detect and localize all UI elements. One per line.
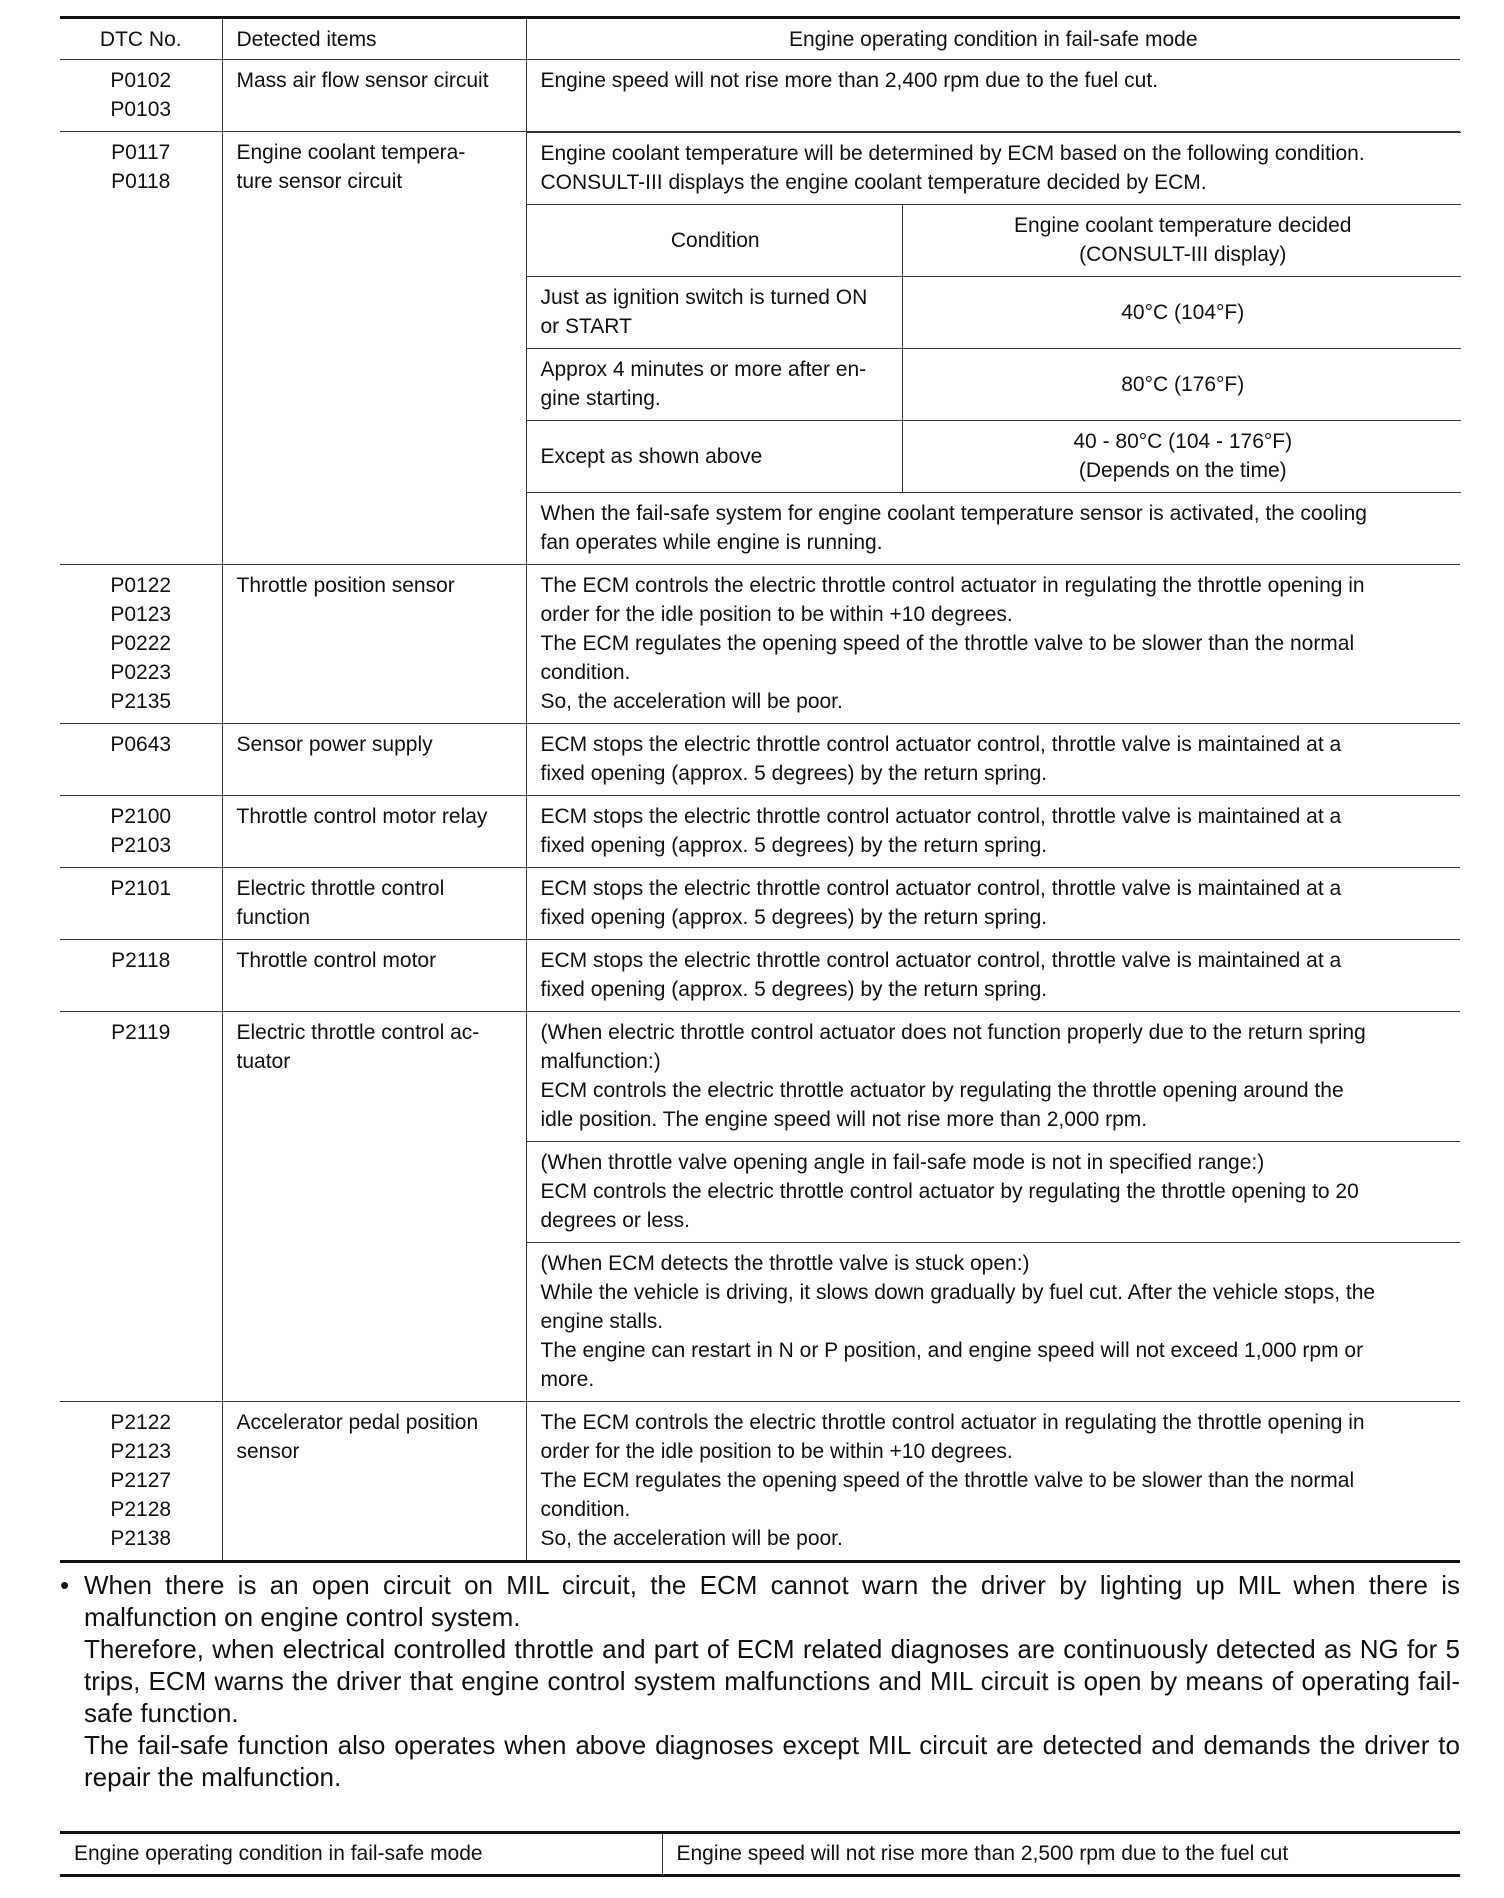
sub-temperature-line: (Depends on the time) <box>1078 459 1287 482</box>
detected-item-line: ture sensor circuit <box>236 170 403 193</box>
table-row <box>60 868 1460 940</box>
subheader-temp-decided <box>903 205 1461 277</box>
detected-item: Sensor power supply <box>222 724 526 796</box>
dtc-code: P2118 <box>111 949 171 972</box>
condition-line: order for the idle position to be within +10 degrees. <box>540 1440 1013 1463</box>
dtc-code: P2119 <box>111 1021 171 1044</box>
condition-line: degrees or less. <box>540 1209 690 1232</box>
table-row <box>527 1012 1461 1142</box>
condition-line: The ECM regulates the opening speed of the throttle valve to be slower than the normal <box>540 1469 1355 1492</box>
note-paragraph: When there is an open circuit on MIL circuit, the ECM cannot warn the driver by lighting up MIL when there is malfunction on engine control system. <box>84 1570 1460 1632</box>
dtc-code: P2128 <box>110 1498 172 1521</box>
table-row <box>60 940 1460 1012</box>
operating-condition <box>526 940 1460 1012</box>
summary-value: Engine speed will not rise more than 2,500 rpm due to the fuel cut <box>676 1842 1289 1865</box>
table-row <box>60 1833 1460 1876</box>
header-dtc-no: DTC No. <box>60 18 222 60</box>
operating-condition <box>526 868 1460 940</box>
dtc-code: P2122 <box>110 1411 172 1434</box>
dtc-codes <box>60 724 222 796</box>
condition-line: idle position. The engine speed will not rise more than 2,000 rpm. <box>540 1108 1148 1131</box>
condition-line: engine stalls. <box>540 1310 664 1333</box>
operating-condition <box>526 565 1460 724</box>
dtc-code: P2138 <box>110 1527 172 1550</box>
dtc-code: P0643 <box>110 733 172 756</box>
header-detected-items: Detected items <box>222 18 526 60</box>
dtc-codes <box>60 132 222 565</box>
dtc-code: P0123 <box>110 603 172 626</box>
dtc-code: P2127 <box>110 1469 172 1492</box>
dtc-code: P0222 <box>110 632 172 655</box>
detected-item: Mass air flow sensor circuit <box>222 60 526 132</box>
condition-line: The ECM controls the electric throttle control actuator in regulating the throttle opening in <box>540 574 1365 597</box>
dtc-code: P0118 <box>111 170 171 193</box>
table-row <box>60 1012 1460 1402</box>
sub-condition-line: Approx 4 minutes or more after en- <box>540 358 867 381</box>
detected-item-line: Electric throttle control <box>236 877 445 900</box>
sub-temperature-line: 40°C (104°F) <box>1121 300 1245 324</box>
operating-condition <box>526 724 1460 796</box>
intro-text <box>527 133 1461 205</box>
detected-item-line: Accelerator pedal position <box>236 1411 479 1434</box>
condition-line: So, the acceleration will be poor. <box>540 690 843 713</box>
condition-line: fixed opening (approx. 5 degrees) by the return spring. <box>540 834 1048 857</box>
fail-safe-table <box>60 16 1460 1563</box>
dtc-codes <box>60 940 222 1012</box>
condition-line: ECM controls the electric throttle control actuator by regulating the throttle opening to 20 <box>540 1180 1359 1203</box>
dtc-codes <box>60 868 222 940</box>
table-row <box>60 724 1460 796</box>
dtc-codes <box>60 1012 222 1402</box>
sub-temperature-line: 80°C (176°F) <box>1121 372 1245 396</box>
dtc-codes <box>60 60 222 132</box>
sub-temperature <box>903 277 1461 349</box>
dtc-code: P2135 <box>110 690 172 713</box>
condition-line: condition. <box>540 1498 631 1521</box>
dtc-code: P0103 <box>110 98 172 121</box>
detected-item <box>222 1402 526 1562</box>
footer-line: When the fail-safe system for engine coolant temperature sensor is activated, the cooling <box>540 502 1367 525</box>
condition-line: ECM stops the electric throttle control actuator control, throttle valve is maintained at a <box>540 805 1342 828</box>
condition-line: Engine speed will not rise more than 2,400 rpm due to the fuel cut. <box>540 69 1159 92</box>
table-row <box>60 796 1460 868</box>
sub-condition-line: gine starting. <box>540 387 661 410</box>
table-row <box>527 277 1461 349</box>
condition-line: While the vehicle is driving, it slows down gradually by fuel cut. After the vehicle stops, the <box>540 1281 1376 1304</box>
table-header-row <box>60 18 1460 60</box>
operating-condition <box>526 1012 1460 1402</box>
condition-line: ECM stops the electric throttle control actuator control, throttle valve is maintained at a <box>540 949 1342 972</box>
intro-line: CONSULT-III displays the engine coolant temperature decided by ECM. <box>540 171 1207 194</box>
detected-item: Throttle control motor relay <box>222 796 526 868</box>
condition-line: ECM stops the electric throttle control actuator control, throttle valve is maintained at a <box>540 733 1342 756</box>
dtc-code: P2103 <box>110 834 172 857</box>
sub-condition <box>527 277 903 349</box>
detected-item <box>222 868 526 940</box>
condition-line: (When electric throttle control actuator does not function properly due to the return spring <box>540 1021 1366 1044</box>
bullet-marker: • <box>60 1570 70 1600</box>
operating-condition <box>526 1402 1460 1562</box>
subtable-footer-row <box>527 493 1461 565</box>
condition-line: more. <box>540 1368 595 1391</box>
condition-line: (When ECM detects the throttle valve is stuck open:) <box>540 1252 1030 1275</box>
condition-line: fixed opening (approx. 5 degrees) by the return spring. <box>540 906 1048 929</box>
coolant-temp-subtable <box>527 132 1461 564</box>
dtc-code: P2123 <box>110 1440 172 1463</box>
subheader-line: (CONSULT-III display) <box>1079 243 1287 266</box>
footer-text <box>527 493 1461 565</box>
sub-condition <box>527 421 903 493</box>
subtable-intro-row <box>527 133 1461 205</box>
table-row <box>527 1243 1461 1402</box>
operating-condition <box>526 60 1460 132</box>
table-row <box>60 60 1460 132</box>
dtc-code: P0117 <box>111 141 171 164</box>
note-paragraph: Therefore, when electrical controlled throttle and part of ECM related diagnoses are continuously detected as NG for 5 trips, ECM warns the driver that engine control system malfunctions and MIL circuit is open by means of operating fail-safe function. <box>84 1634 1460 1728</box>
sub-temperature <box>903 421 1461 493</box>
sub-temperature <box>903 349 1461 421</box>
detected-item-line: sensor <box>236 1440 300 1463</box>
intro-line: Engine coolant temperature will be determined by ECM based on the following condition. <box>540 142 1365 165</box>
header-operating-condition: Engine operating condition in fail-safe mode <box>526 18 1460 60</box>
dtc-code: P0122 <box>110 574 172 597</box>
condition-line: ECM stops the electric throttle control actuator control, throttle valve is maintained at a <box>540 877 1342 900</box>
note-paragraph: The fail-safe function also operates when above diagnoses except MIL circuit are detected and demands the driver to repair the malfunction. <box>84 1730 1460 1792</box>
dtc-codes <box>60 796 222 868</box>
actuator-conditions <box>527 1012 1461 1401</box>
detected-item-line: function <box>236 906 311 929</box>
footer-line: fan operates while engine is running. <box>540 531 883 554</box>
page <box>60 16 1460 1877</box>
condition-line: The engine can restart in N or P position, and engine speed will not exceed 1,000 rpm or <box>540 1339 1364 1362</box>
condition-line: The ECM controls the electric throttle control actuator in regulating the throttle opening in <box>540 1411 1365 1434</box>
detected-item: Throttle position sensor <box>222 565 526 724</box>
dtc-code: P2100 <box>110 805 172 828</box>
detected-item: Throttle control motor <box>222 940 526 1012</box>
dtc-codes <box>60 565 222 724</box>
dtc-code: P2101 <box>110 877 172 900</box>
fail-safe-summary-table <box>60 1831 1460 1877</box>
dtc-codes <box>60 1402 222 1562</box>
condition-line: malfunction:) <box>540 1050 661 1073</box>
detected-item <box>222 132 526 565</box>
summary-label: Engine operating condition in fail-safe mode <box>60 1833 662 1876</box>
condition-line: (When throttle valve opening angle in fail-safe mode is not in specified range:) <box>540 1151 1265 1174</box>
table-row <box>60 1402 1460 1562</box>
sub-condition-line: Except as shown above <box>540 444 763 468</box>
mil-note <box>60 1569 1460 1793</box>
condition-line: So, the acceleration will be poor. <box>540 1527 843 1550</box>
sub-temperature-line: 40 - 80°C (104 - 176°F) <box>1073 430 1293 453</box>
dtc-code: P0102 <box>110 69 172 92</box>
operating-condition <box>526 132 1460 565</box>
condition-block <box>527 1012 1461 1142</box>
subheader-condition: Condition <box>527 205 903 277</box>
condition-line: The ECM regulates the opening speed of the throttle valve to be slower than the normal <box>540 632 1355 655</box>
condition-line: ECM controls the electric throttle actuator by regulating the throttle opening around the <box>540 1079 1344 1102</box>
note-paragraphs <box>84 1569 1460 1793</box>
detected-item-line: Engine coolant tempera- <box>236 141 466 164</box>
table-row <box>60 565 1460 724</box>
table-row <box>527 421 1461 493</box>
sub-condition-line: Just as ignition switch is turned ON <box>540 286 868 309</box>
detected-item-line: Electric throttle control ac- <box>236 1021 480 1044</box>
sub-condition <box>527 349 903 421</box>
table-row <box>60 132 1460 565</box>
detected-item-line: tuator <box>236 1050 291 1073</box>
table-row <box>527 1142 1461 1243</box>
table-row <box>527 349 1461 421</box>
condition-block <box>527 1243 1461 1402</box>
condition-line: fixed opening (approx. 5 degrees) by the return spring. <box>540 762 1048 785</box>
subtable-header-row <box>527 205 1461 277</box>
detected-item <box>222 1012 526 1402</box>
dtc-code: P0223 <box>110 661 172 684</box>
subheader-line: Engine coolant temperature decided <box>1014 214 1352 237</box>
condition-block <box>527 1142 1461 1243</box>
condition-line: condition. <box>540 661 631 684</box>
sub-condition-line: or START <box>540 315 632 338</box>
condition-line: order for the idle position to be within +10 degrees. <box>540 603 1013 626</box>
operating-condition <box>526 796 1460 868</box>
condition-line: fixed opening (approx. 5 degrees) by the return spring. <box>540 978 1048 1001</box>
